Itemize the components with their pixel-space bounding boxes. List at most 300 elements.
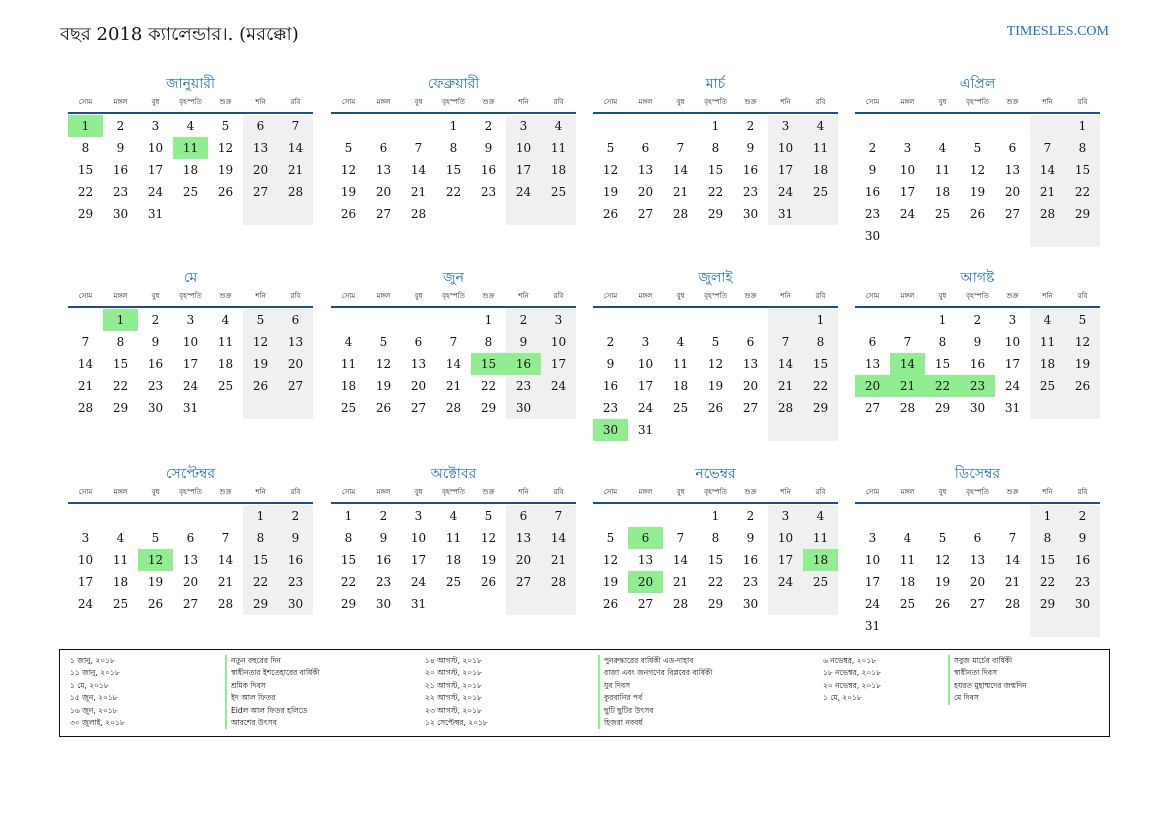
day-cell: 4 [449,509,458,523]
day-cell: 8 [243,527,278,549]
weekday-label: বৃহস্পতি [704,98,727,106]
weekday-label: শনি [1042,98,1053,106]
day-cell: 1 [484,313,493,327]
month-block [331,463,576,615]
day-cell: 4 [676,335,685,349]
day-cell: 20 [506,549,541,571]
day-cell: 30 [375,597,392,611]
day-cell: 15 [112,357,129,371]
weekday-label: রবি [553,292,564,300]
day-cell: 31 [864,619,881,633]
empty-cell [663,309,698,331]
day-cell: 16 [147,357,164,371]
day-cell: 8 [803,331,838,353]
day-cell: 17 [410,553,427,567]
day-cell: 8 [711,141,720,155]
day-cell: 23 [147,379,164,393]
weekday-label: মঙ্গল [113,488,128,496]
empty-cell [366,309,401,331]
day-cell: 27 [864,401,881,415]
empty-cell [733,309,768,331]
day-cell: 12 [934,553,951,567]
day-cell: 9 [379,531,388,545]
day-cell: 7 [676,141,685,155]
day-cell: 21 [1030,181,1065,203]
holiday-name: স্বাধীনতা দিবস [948,667,1027,679]
day-cell: 23 [112,185,129,199]
day-cell: 11 [541,137,576,159]
holiday-name: Eidল আল ফিতর হলিডে [225,705,320,717]
weekday-label: বুধ [151,292,160,300]
empty-cell [243,397,278,419]
weekday-label: বুধ [151,98,160,106]
empty-cell [331,115,366,137]
day-cell: 28 [1004,597,1021,611]
day-cell: 30 [506,397,541,419]
day-cell: 4 [344,335,353,349]
day-cell: 2 [606,335,615,349]
day-grid [331,309,576,419]
empty-cell [593,115,628,137]
day-cell: 3 [81,531,90,545]
empty-cell [436,593,471,615]
empty-cell [593,505,628,527]
day-cell: 19 [147,575,164,589]
weekday-header [331,485,576,504]
holiday-name: আরশের উৎসব [225,717,320,729]
day-cell: 25 [803,181,838,203]
day-cell: 17 [506,159,541,181]
day-cell: 2 [151,313,160,327]
weekday-label: মঙ্গল [113,98,128,106]
holiday-name: মে দিবস [948,692,1027,704]
month-name: এপ্রিল [959,76,996,92]
day-cell: 26 [934,597,951,611]
day-cell: 18 [217,357,234,371]
weekday-label: রবি [1077,98,1088,106]
day-cell: 3 [414,509,423,523]
empty-cell [278,397,313,419]
day-cell: 23 [864,207,881,221]
day-cell: 15 [707,163,724,177]
day-cell: 30 [742,207,759,221]
month-block [855,463,1100,637]
day-cell: 12 [969,163,986,177]
day-cell: 16 [742,163,759,177]
weekday-header [855,95,1100,114]
holiday-name: শ্রমিক দিবস [225,680,320,692]
day-cell: 24 [899,207,916,221]
day-cell: 13 [864,357,881,371]
day-cell: 24 [768,571,803,593]
day-cell: 14 [1030,159,1065,181]
day-cell: 22 [1030,571,1065,593]
day-cell: 8 [81,141,90,155]
weekday-label: মঙ্গল [900,488,915,496]
weekday-label: মঙ্গল [638,292,653,300]
empty-cell [68,309,103,331]
day-cell: 25 [1030,375,1065,397]
weekday-label: শনি [518,488,529,496]
day-cell: 11 [445,531,462,545]
holiday-date: ১৪ আগস্ট, ২০১৮ [425,656,482,665]
empty-cell [68,505,103,527]
weekday-label: রবি [815,292,826,300]
day-cell: 19 [934,575,951,589]
holiday-day: 1 [103,309,138,331]
day-cell: 27 [969,597,986,611]
day-cell: 9 [278,527,313,549]
day-cell: 29 [340,597,357,611]
day-cell: 13 [375,163,392,177]
holiday-name: নতুন বছরের দিন [225,655,320,667]
day-cell: 12 [480,531,497,545]
day-cell: 25 [182,185,199,199]
day-cell: 14 [77,357,94,371]
holiday-name: ছুটি ছুটির উৎসব [598,705,712,717]
empty-cell [436,309,471,331]
day-cell: 24 [541,375,576,397]
day-cell: 13 [969,553,986,567]
weekday-label: শুক্র [1006,292,1019,300]
day-grid [855,309,1100,419]
day-cell: 30 [742,597,759,611]
empty-cell [995,115,1030,137]
holiday-date: ১৫ জুন, ২০১৮ [70,693,118,703]
day-cell: 4 [803,115,838,137]
day-cell: 10 [768,137,803,159]
month-name: জুন [443,270,464,286]
holiday-day: 30 [593,419,628,441]
day-cell: 27 [506,571,541,593]
day-cell: 16 [112,163,129,177]
empty-cell [768,593,803,615]
day-cell: 11 [217,335,234,349]
day-cell: 21 [768,375,803,397]
empty-cell [331,309,366,331]
day-cell: 19 [969,185,986,199]
day-cell: 3 [151,119,160,133]
day-cell: 26 [1065,375,1100,397]
empty-cell [925,505,960,527]
holiday-date: ২১ আগস্ট, ২০১৮ [425,680,482,690]
month-block [68,267,313,419]
day-cell: 26 [602,207,619,221]
empty-cell [436,203,471,225]
month-name: অক্টোবর [430,466,477,482]
day-cell: 17 [182,357,199,371]
day-cell: 23 [1065,571,1100,593]
weekday-label: সোম [341,98,356,106]
day-cell: 22 [707,185,724,199]
day-cell: 4 [938,141,947,155]
empty-cell [401,309,436,331]
day-cell: 9 [606,357,615,371]
day-cell: 10 [637,357,654,371]
empty-cell [768,419,803,441]
day-cell: 24 [77,597,94,611]
day-cell: 18 [672,379,689,393]
day-cell: 15 [340,553,357,567]
day-cell: 3 [768,505,803,527]
weekday-label: সোম [341,488,356,496]
month-block [855,73,1100,247]
month-block [593,267,838,441]
day-cell: 5 [344,141,353,155]
day-cell: 31 [410,597,427,611]
day-cell: 7 [278,115,313,137]
empty-cell [890,615,925,637]
weekday-label: শনি [780,98,791,106]
day-cell: 1 [449,119,458,133]
day-cell: 20 [243,159,278,181]
day-cell: 24 [864,597,881,611]
empty-cell [506,593,541,615]
weekday-label: সোম [78,292,93,300]
day-grid [68,115,313,225]
day-cell: 9 [973,335,982,349]
empty-cell [925,115,960,137]
day-cell: 21 [672,185,689,199]
day-cell: 11 [672,357,689,371]
holiday-name: ইদ আল ফিতর [225,692,320,704]
day-cell: 28 [410,207,427,221]
day-cell: 15 [445,163,462,177]
day-cell: 5 [1065,309,1100,331]
day-cell: 23 [742,575,759,589]
weekday-label: শনি [518,98,529,106]
day-cell: 10 [768,527,803,549]
day-cell: 27 [410,401,427,415]
empty-cell [208,397,243,419]
empty-cell [925,225,960,247]
empty-cell [663,115,698,137]
day-cell: 8 [344,531,353,545]
empty-cell [960,615,995,637]
day-cell: 18 [445,553,462,567]
day-cell: 6 [186,531,195,545]
day-cell: 4 [186,119,195,133]
day-cell: 5 [243,309,278,331]
weekday-label: বুধ [938,292,947,300]
weekday-label: মঙ্গল [638,488,653,496]
day-cell: 26 [602,597,619,611]
day-cell: 17 [899,185,916,199]
day-cell: 29 [934,401,951,415]
day-cell: 11 [803,527,838,549]
weekday-label: বুধ [414,292,423,300]
day-cell: 3 [868,531,877,545]
day-cell: 28 [672,597,689,611]
day-cell: 12 [217,141,234,155]
day-cell: 14 [445,357,462,371]
day-cell: 1 [938,313,947,327]
day-cell: 21 [77,379,94,393]
weekday-header [68,289,313,308]
empty-cell [173,203,208,225]
day-cell: 18 [1030,353,1065,375]
holiday-day: 15 [471,353,506,375]
weekday-header [331,95,576,114]
weekday-label: বৃহস্পতি [179,292,202,300]
day-cell: 21 [672,575,689,589]
day-cell: 29 [243,593,278,615]
day-cell: 12 [243,331,278,353]
day-cell: 29 [1030,593,1065,615]
day-cell: 2 [278,505,313,527]
day-cell: 2 [868,141,877,155]
day-cell: 27 [637,597,654,611]
holiday-date-column [823,655,881,705]
day-cell: 25 [934,207,951,221]
month-block [68,463,313,615]
month-block [68,73,313,225]
day-cell: 19 [707,379,724,393]
month-block [331,73,576,225]
empty-cell [1030,115,1065,137]
day-cell: 1 [1030,505,1065,527]
day-cell: 28 [899,401,916,415]
holiday-day: 12 [138,549,173,571]
day-cell: 19 [602,185,619,199]
day-cell: 22 [340,575,357,589]
weekday-label: সোম [603,292,618,300]
day-cell: 9 [116,141,125,155]
weekday-label: সোম [603,98,618,106]
day-grid [593,115,838,225]
weekday-label: বুধ [414,488,423,496]
day-cell: 28 [217,597,234,611]
weekday-label: রবি [1077,488,1088,496]
day-cell: 31 [1004,401,1021,415]
day-grid [593,309,838,441]
day-cell: 19 [480,553,497,567]
day-cell: 27 [278,375,313,397]
day-cell: 28 [77,401,94,415]
holiday-date-column [425,655,488,729]
day-cell: 20 [410,379,427,393]
day-cell: 30 [112,207,129,221]
day-cell: 5 [151,531,160,545]
month-name: আগষ্ট [960,270,995,286]
day-cell: 7 [81,335,90,349]
weekday-label: সোম [78,98,93,106]
day-cell: 20 [1004,185,1021,199]
day-cell: 15 [803,353,838,375]
holiday-date: ১১ জানু, ২০১৮ [70,668,120,678]
weekday-label: বুধ [938,98,947,106]
day-cell: 4 [116,531,125,545]
weekday-label: শনি [255,488,266,496]
weekday-label: বুধ [414,98,423,106]
day-cell: 24 [182,379,199,393]
day-cell: 10 [541,331,576,353]
day-cell: 17 [541,353,576,375]
empty-cell [628,505,663,527]
day-cell: 13 [410,357,427,371]
day-cell: 13 [1004,163,1021,177]
day-cell: 17 [77,575,94,589]
day-cell: 6 [506,505,541,527]
weekday-label: বৃহস্পতি [442,98,465,106]
weekday-label: বৃহস্পতি [966,488,989,496]
day-cell: 21 [1004,575,1021,589]
day-cell: 28 [541,571,576,593]
day-cell: 3 [186,313,195,327]
day-cell: 1 [711,119,720,133]
day-cell: 8 [449,141,458,155]
day-cell: 18 [112,575,129,589]
site-link[interactable]: TIMESLES.COM [1006,24,1109,39]
day-cell: 11 [1030,331,1065,353]
day-cell: 15 [77,163,94,177]
holiday-name: রাজা এবং জনগণের বিপ্লবের বার্ষিকী [598,667,712,679]
day-cell: 26 [480,575,497,589]
day-cell: 11 [899,553,916,567]
weekday-label: মঙ্গল [638,98,653,106]
day-grid [68,309,313,419]
empty-cell [366,115,401,137]
weekday-label: বুধ [676,292,685,300]
weekday-header [855,289,1100,308]
weekday-label: শুক্র [482,292,495,300]
day-cell: 21 [445,379,462,393]
day-cell: 27 [637,207,654,221]
holiday-name: যুব দিবস [598,680,712,692]
empty-cell [995,615,1030,637]
empty-cell [541,593,576,615]
day-cell: 10 [182,335,199,349]
day-cell: 14 [217,553,234,567]
empty-cell [995,505,1030,527]
day-cell: 6 [746,335,755,349]
day-cell: 17 [864,575,881,589]
weekday-label: শুক্র [219,98,232,106]
day-cell: 7 [449,335,458,349]
weekday-label: রবি [290,488,301,496]
day-cell: 12 [602,163,619,177]
empty-cell [471,203,506,225]
weekday-label: বৃহস্পতি [966,98,989,106]
empty-cell [1030,397,1065,419]
day-cell: 16 [742,553,759,567]
weekday-label: শুক্র [744,292,757,300]
day-cell: 11 [803,137,838,159]
empty-cell [698,419,733,441]
day-cell: 16 [278,549,313,571]
day-cell: 21 [410,185,427,199]
day-cell: 24 [410,575,427,589]
day-cell: 26 [969,207,986,221]
day-cell: 24 [768,181,803,203]
weekday-label: বুধ [676,488,685,496]
day-cell: 9 [484,141,493,155]
day-cell: 12 [1065,331,1100,353]
day-cell: 21 [217,575,234,589]
day-cell: 9 [746,531,755,545]
day-cell: 25 [217,379,234,393]
day-cell: 22 [480,379,497,393]
day-cell: 24 [147,185,164,199]
month-block [593,73,838,225]
day-cell: 6 [868,335,877,349]
day-cell: 13 [243,137,278,159]
holiday-day: 20 [855,375,890,397]
weekday-label: মঙ্গল [900,292,915,300]
day-cell: 6 [973,531,982,545]
empty-cell [890,115,925,137]
month-name: মার্চ [705,76,726,92]
